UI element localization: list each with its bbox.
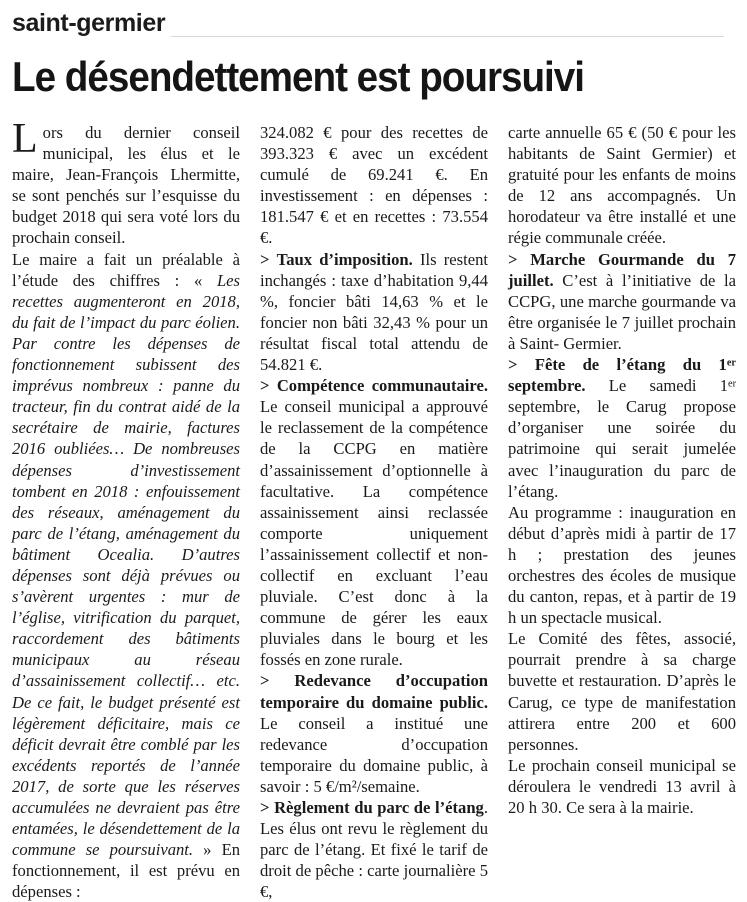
article-column-2 — [260, 122, 489, 902]
body-marche-gourmande: C’est à l’initiative de la CCPG, une marche gourmande va être organisée le 7 juillet prochain à Saint- Germier. — [508, 270, 736, 353]
subhead-competence-communautaire: Compétence communautaire. — [276, 376, 488, 396]
paragraph-prochain-conseil: Le prochain conseil municipal se déroulera le vendredi 13 avril à 20 h 30. Ce sera à la mairie. — [508, 755, 736, 817]
body-fete-etang-pre: Le samedi 1 — [585, 376, 728, 396]
paragraph-redevance-occupation — [260, 670, 488, 797]
article-body-columns — [12, 116, 736, 902]
paragraph-taux-imposition — [260, 249, 488, 376]
locality-kicker: saint-germier — [12, 8, 171, 38]
subhead-fete-etang-pre: Fête de l’étang du 1 — [534, 355, 727, 375]
subhead-marker-fete: > — [508, 355, 518, 375]
paragraph-fete-etang — [508, 354, 736, 502]
paragraph-competence-communautaire — [260, 375, 488, 670]
article-kicker-area — [12, 0, 735, 44]
body-reglement-parc-etang: . Les élus ont revu le règlement du parc de l’étang. Et fixé le tarif de droit de pêche : carte journalière 5 €, — [260, 798, 488, 902]
paragraph-preamble — [12, 249, 240, 902]
subhead-redevance-occupation: Redevance d’occupation temporaire du domaine public. — [260, 671, 488, 712]
body-competence-communautaire: Le conseil municipal a approuvé le reclassement de la compétence de la CCPG en matière d’assainissement d’optionnelle à facultative. La compétence assainissement ainsi reclassée comporte uniquement l’assainissement collectif et non-collectif en excluant l’eau pluviale. C’est donc à la commune de gérer les eaux pluviales dans le bourg et les fossés en zone rurale. — [260, 397, 488, 670]
subhead-marker-taux: > — [260, 249, 270, 269]
body-taux-imposition: Ils restent inchangés : taxe d’habitation 9,44 %, foncier bâti 14,63 % et le foncier non bâti 32,43 % pour un résultat fiscal total attendu de 54.821 €. — [260, 249, 489, 375]
subhead-marker-competence: > — [260, 376, 270, 396]
paragraph-marche-gourmande — [508, 249, 736, 354]
article-column-1 — [12, 116, 241, 902]
paragraph-budget-continued: 324.082 € pour des recettes de 393.323 € avec un excédent cumulé de 69.241 €. En investissement : en dépenses : 181.547 € et en recettes : 73.554 €. — [260, 123, 488, 248]
subhead-fete-etang-post: septembre. — [508, 376, 586, 396]
paragraph-reglement-parc-etang — [260, 797, 488, 902]
subhead-marker-reglement: > — [260, 798, 270, 817]
body-redevance-occupation: Le conseil a institué une redevance d’occupation temporaire du domaine public, à savoir : 5 €/m²/semaine. — [260, 713, 488, 796]
subhead-reglement-parc-etang: Règlement du parc de l’étang — [274, 798, 484, 817]
paragraph-comite-fetes: Le Comité des fêtes, associé, pourrait prendre à sa charge buvette et restauration. D’après le Carug, ce type de manifestation attirera entre 200 et 600 personnes. — [508, 629, 736, 754]
body-fete-etang-ordinal: er — [728, 378, 736, 390]
page-title: Le désendettement est poursuivi — [12, 53, 584, 100]
preamble-outro: » En fonctionnement, il est prévu en dépenses : — [12, 840, 241, 902]
subhead-marker-marche: > — [508, 249, 518, 269]
article-column-3 — [508, 122, 736, 854]
subhead-marche-gourmande: Marche Gourmande du 7 juillet. — [508, 249, 736, 290]
preamble-intro: Le maire a fait un préalable à l’étude des chiffres : « — [12, 249, 240, 290]
subhead-taux-imposition: Taux d’imposition. — [276, 249, 413, 269]
paragraph-tarifs-continued: carte annuelle 65 € (50 € pour les habitants de Saint Germier) et gratuité pour les enfants de moins de 12 ans accompagnés. Un horodateur va être installé et une régie communale créée. — [508, 123, 736, 248]
mayor-quote: Les recettes augmenteront en 2018, du fait de l’impact du parc éolien. Par contre les dépenses de fonctionnement subissent des imprévus nombreux : panne du tracteur, fin du contrat aidé de la secrétaire de mairie, factures 2016 oubliées… De nombreuses dépenses d’investissement tombent en 2018 : enfouissement des réseaux, aménagement du parc de l’étang, aménagement du bâtiment Ocealia. D’autres dépenses sont déjà prévues ou s’avèrent urgentes : mur de l’église, vitrification du parquet, raccordement des bâtiments municipaux au réseau d’assainissement collectif… etc. De ce fait, le budget présenté est légèrement déficitaire, mais ce déficit devrait être comblé par les excédents reportés de l’année 2017, de sorte que les réserves accumulées ne devraient pas être entamées, le désendettement de la commune se poursuivant. — [12, 270, 240, 860]
paragraph-programme: Au programme : inauguration en début d’après midi à partir de 17 h ; prestation des jeunes orchestres des écoles de musique du canton, repas, et à partir de 19 h un spectacle musical. — [508, 502, 736, 628]
subhead-fete-etang-ordinal: er — [726, 357, 736, 369]
lead-paragraph: Lors du dernier conseil municipal, les élus et le maire, Jean-François Lhermitte, se sont penchés sur l’esquisse du budget 2018 qui sera voté lors du prochain conseil. — [12, 116, 240, 248]
subhead-marker-redevance: > — [260, 671, 270, 691]
body-fete-etang-post: septembre, le Carug propose d’organiser une soirée du patrimoine qui serait jumelée avec l’inauguration du parc de l’étang. — [508, 397, 736, 501]
